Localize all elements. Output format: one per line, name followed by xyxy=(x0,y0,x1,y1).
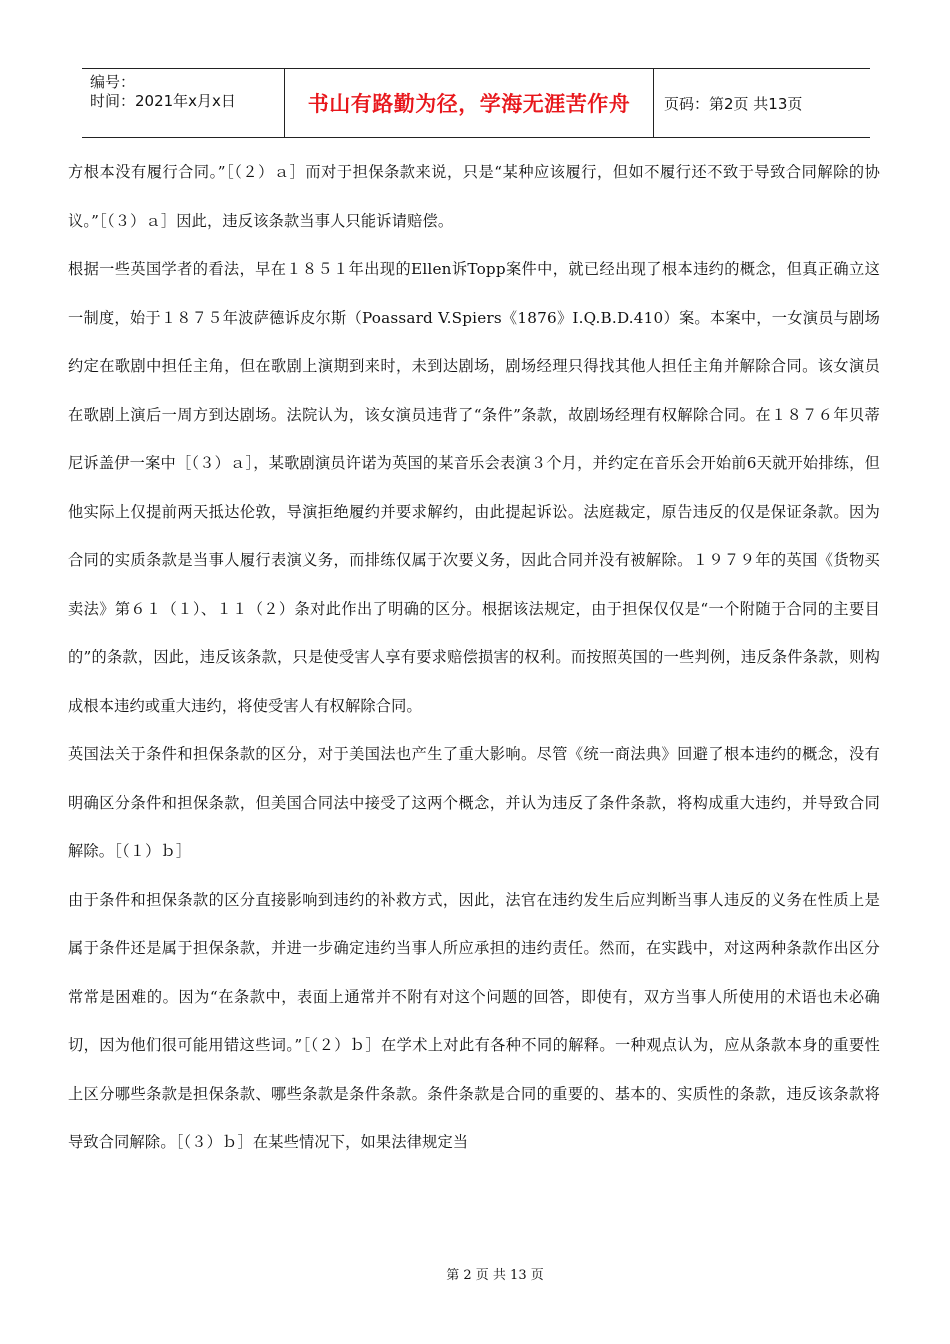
paragraph: 根据一些英国学者的看法，早在１８５１年出现的Ellen诉Topp案件中，就已经出现了根本违约的概念，但真正确立这一制度，始于１８７５年波萨德诉皮尔斯（Poassard V.Spiers《1876》I.Q.B.D.410）案。本案中，一女演员与剧场约定在歌剧中担任主角，但在歌剧上演期到来时，未到达剧场，剧场经理只得找其他人担任主角并解除合同。该女演员在歌剧上演后一周方到达剧场。法院认为，该女演员违背了“条件”条款，故剧场经理有权解除合同。在１８７６年贝蒂尼诉盖伊一案中［（３）ａ］，某歌剧演员许诺为英国的某音乐会表演３个月，并约定在音乐会开始前6天就开始排练，但他实际上仅提前两天抵达伦敦，导演拒绝履约并要求解约，由此提起诉讼。法庭裁定，原告违反的仅是保证条款。因为合同的实质条款是当事人履行表演义务，而排练仅属于次要义务，因此合同并没有被解除。１９７９年的英国《货物买卖法》第６１（１）、１１（２）条对此作出了明确的区分。根据该法规定，由于担保仅仅是“一个附随于合同的主要目的”的条款，因此，违反该条款，只是使受害人享有要求赔偿损害的权利。而按照英国的一些判例，违反条件条款，则构成根本违约或重大违约，将使受害人有权解除合同。 xyxy=(68,260,880,715)
paragraph: 由于条件和担保条款的区分直接影响到违约的补救方式，因此，法官在违约发生后应判断当事人违反的义务在性质上是属于条件还是属于担保条款，并进一步确定违约当事人所应承担的违约责任。然而，在实践中，对这两种条款作出区分常常是困难的。因为“在条款中，表面上通常并不附有对这个问题的回答，即使有，双方当事人所使用的术语也未必确切，因为他们很可能用错这些词。”［（２）ｂ］在学术上对此有各种不同的解释。一种观点认为，应从条款本身的重要性上区分哪些条款是担保条款、哪些条款是条件条款。条件条款是合同的重要的、基本的、实质性的条款，违反该条款将导致合同解除。［（３）ｂ］在某些情况下，如果法律规定当 xyxy=(68,890,880,1151)
paragraph: 英国法关于条件和担保条款的区分，对于美国法也产生了重大影响。尽管《统一商法典》回避了根本违约的概念，没有明确区分条件和担保条款，但美国合同法中接受了这两个概念，并认为违反了条件条款，将构成重大违约，并导致合同解除。［（１）ｂ］ xyxy=(68,745,880,860)
page-info: 页码：第2页 共13页 xyxy=(664,94,803,113)
document-body xyxy=(68,148,880,1167)
header-motto-cell xyxy=(284,69,654,137)
date-line: 时间：2021年x月x日 xyxy=(90,92,236,110)
motto-text: 书山有路勤为径，学海无涯苦作舟 xyxy=(307,92,631,116)
header-page-cell xyxy=(654,69,870,137)
number-label: 编号： xyxy=(90,73,136,91)
paragraph: 方根本没有履行合同。”［（２）ａ］而对于担保条款来说，只是“某种应该履行，但如不履行还不致于导致合同解除的协议。”［（３）ａ］因此，违反该条款当事人只能诉请赔偿。 xyxy=(68,163,880,230)
page-footer: 第 2 页 共 13 页 xyxy=(446,1268,544,1283)
header-meta xyxy=(82,69,284,137)
page-header xyxy=(82,68,870,138)
